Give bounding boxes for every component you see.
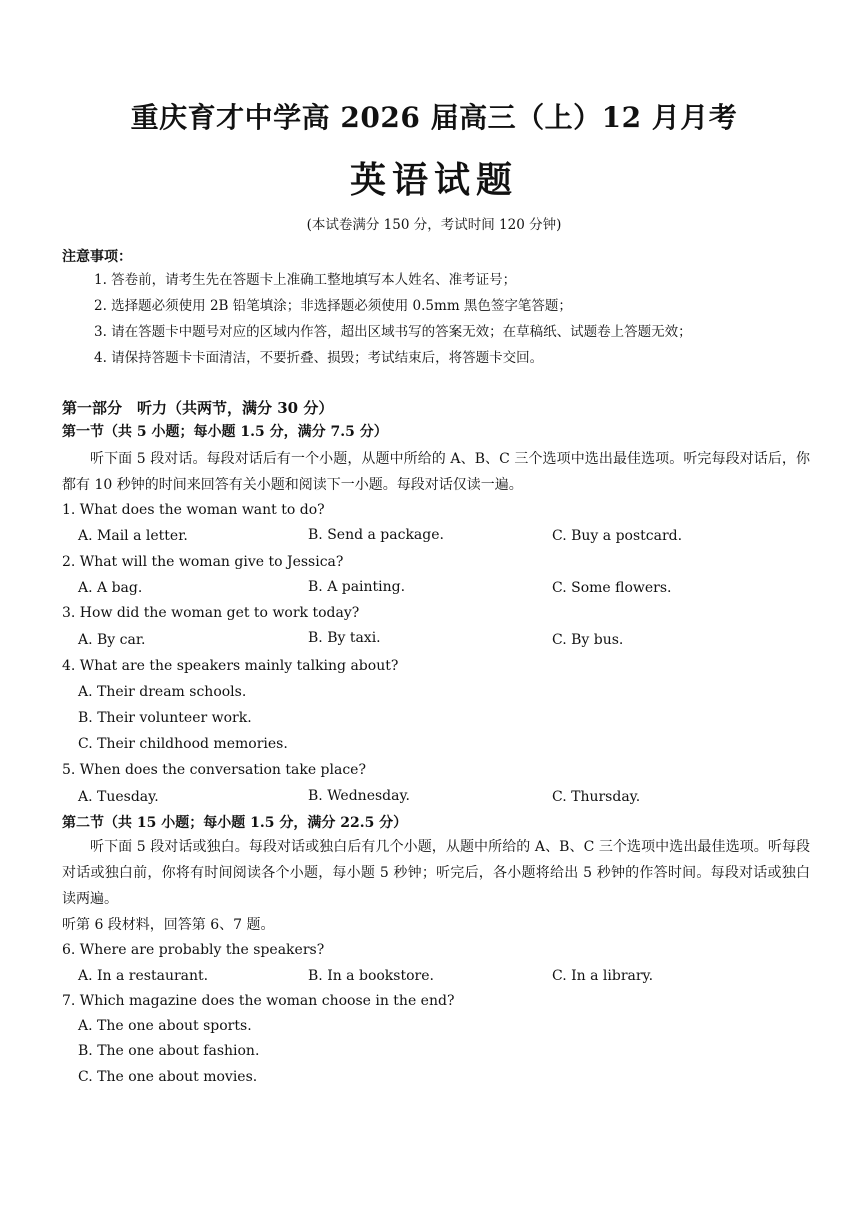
option-c: C. By bus. bbox=[552, 632, 624, 648]
part1-heading: 第一部分 听力（共两节，满分 30 分） bbox=[62, 399, 334, 417]
option-a: A. In a restaurant. bbox=[78, 968, 209, 984]
option-b: B. In a bookstore. bbox=[308, 968, 434, 984]
section1-instructions: 听下面 5 段对话。每段对话后有一个小题，从题中所给的 A、B、C 三个选项中选出最佳选项。听完每段对话后，你都有 10 秒钟的时间来回答有关小题和阅读下一小题。每段对话仅读一遍。 bbox=[62, 451, 810, 493]
question-stem: 6. Where are probably the speakers? bbox=[62, 942, 325, 958]
question-stem: 2. What will the woman give to Jessica? bbox=[62, 554, 344, 570]
option-c: C. Their childhood memories. bbox=[78, 736, 288, 752]
note-item: 2. 选择题必须使用 2B 铅笔填涂；非选择题必须使用 0.5mm 黑色签字笔答题； bbox=[94, 298, 572, 314]
question-stem: 3. How did the woman get to work today? bbox=[62, 605, 360, 621]
exam-meta: (本试卷满分 150 分，考试时间 120 分钟) bbox=[306, 217, 562, 233]
exam-title: 重庆育才中学高 2026 届高三（上）12 月月考 bbox=[130, 101, 738, 134]
option-a: A. A bag. bbox=[78, 580, 143, 596]
question-stem: 1. What does the woman want to do? bbox=[62, 502, 325, 518]
option-a: A. By car. bbox=[78, 632, 146, 648]
option-c: C. In a library. bbox=[552, 968, 654, 984]
option-b: B. Send a package. bbox=[308, 527, 444, 543]
question-stem: 7. Which magazine does the woman choose in the end? bbox=[62, 993, 455, 1009]
option-a: A. Mail a letter. bbox=[78, 528, 188, 544]
notes-heading: 注意事项： bbox=[62, 249, 132, 265]
section1-heading: 第一节（共 5 小题；每小题 1.5 分，满分 7.5 分） bbox=[62, 424, 388, 440]
option-a: A. Tuesday. bbox=[78, 789, 159, 805]
option-c: C. Thursday. bbox=[552, 789, 641, 805]
note-item: 1. 答卷前，请考生先在答题卡上准确工整地填写本人姓名、准考证号； bbox=[94, 272, 517, 288]
option-a: A. The one about sports. bbox=[78, 1018, 252, 1034]
section2-heading: 第二节（共 15 小题；每小题 1.5 分，满分 22.5 分） bbox=[62, 815, 408, 831]
option-b: B. Wednesday. bbox=[308, 788, 410, 804]
note-item: 3. 请在答题卡中题号对应的区域内作答，超出区域书写的答案无效；在草稿纸、试题卷上答题无效； bbox=[94, 324, 692, 340]
option-c: C. Buy a postcard. bbox=[552, 528, 683, 544]
material-6-note: 听第 6 段材料，回答第 6、7 题。 bbox=[62, 917, 275, 933]
question-stem: 5. When does the conversation take place? bbox=[62, 762, 366, 778]
option-b: B. The one about fashion. bbox=[78, 1043, 260, 1059]
option-b: B. By taxi. bbox=[308, 630, 381, 646]
option-b: B. A painting. bbox=[308, 579, 406, 595]
notes-list bbox=[94, 270, 692, 374]
option-c: C. Some flowers. bbox=[552, 580, 672, 596]
subject-title: 英语试题 bbox=[349, 159, 518, 201]
option-c: C. The one about movies. bbox=[78, 1069, 258, 1085]
question-stem: 4. What are the speakers mainly talking about? bbox=[62, 658, 399, 674]
section2-instructions: 听下面 5 段对话或独白。每段对话或独白后有几个小题，从题中所给的 A、B、C 三个选项中选出最佳选项。听每段对话或独白前，你将有时间阅读各个小题，每小题 5 秒钟；听完后，各小题将给出 5 秒钟的作答时间。每段对话或独白读两遍。 bbox=[62, 839, 810, 907]
option-a: A. Their dream schools. bbox=[78, 684, 247, 700]
option-b: B. Their volunteer work. bbox=[78, 710, 252, 726]
note-item: 4. 请保持答题卡卡面清洁，不要折叠、损毁；考试结束后，将答题卡交回。 bbox=[94, 350, 544, 366]
